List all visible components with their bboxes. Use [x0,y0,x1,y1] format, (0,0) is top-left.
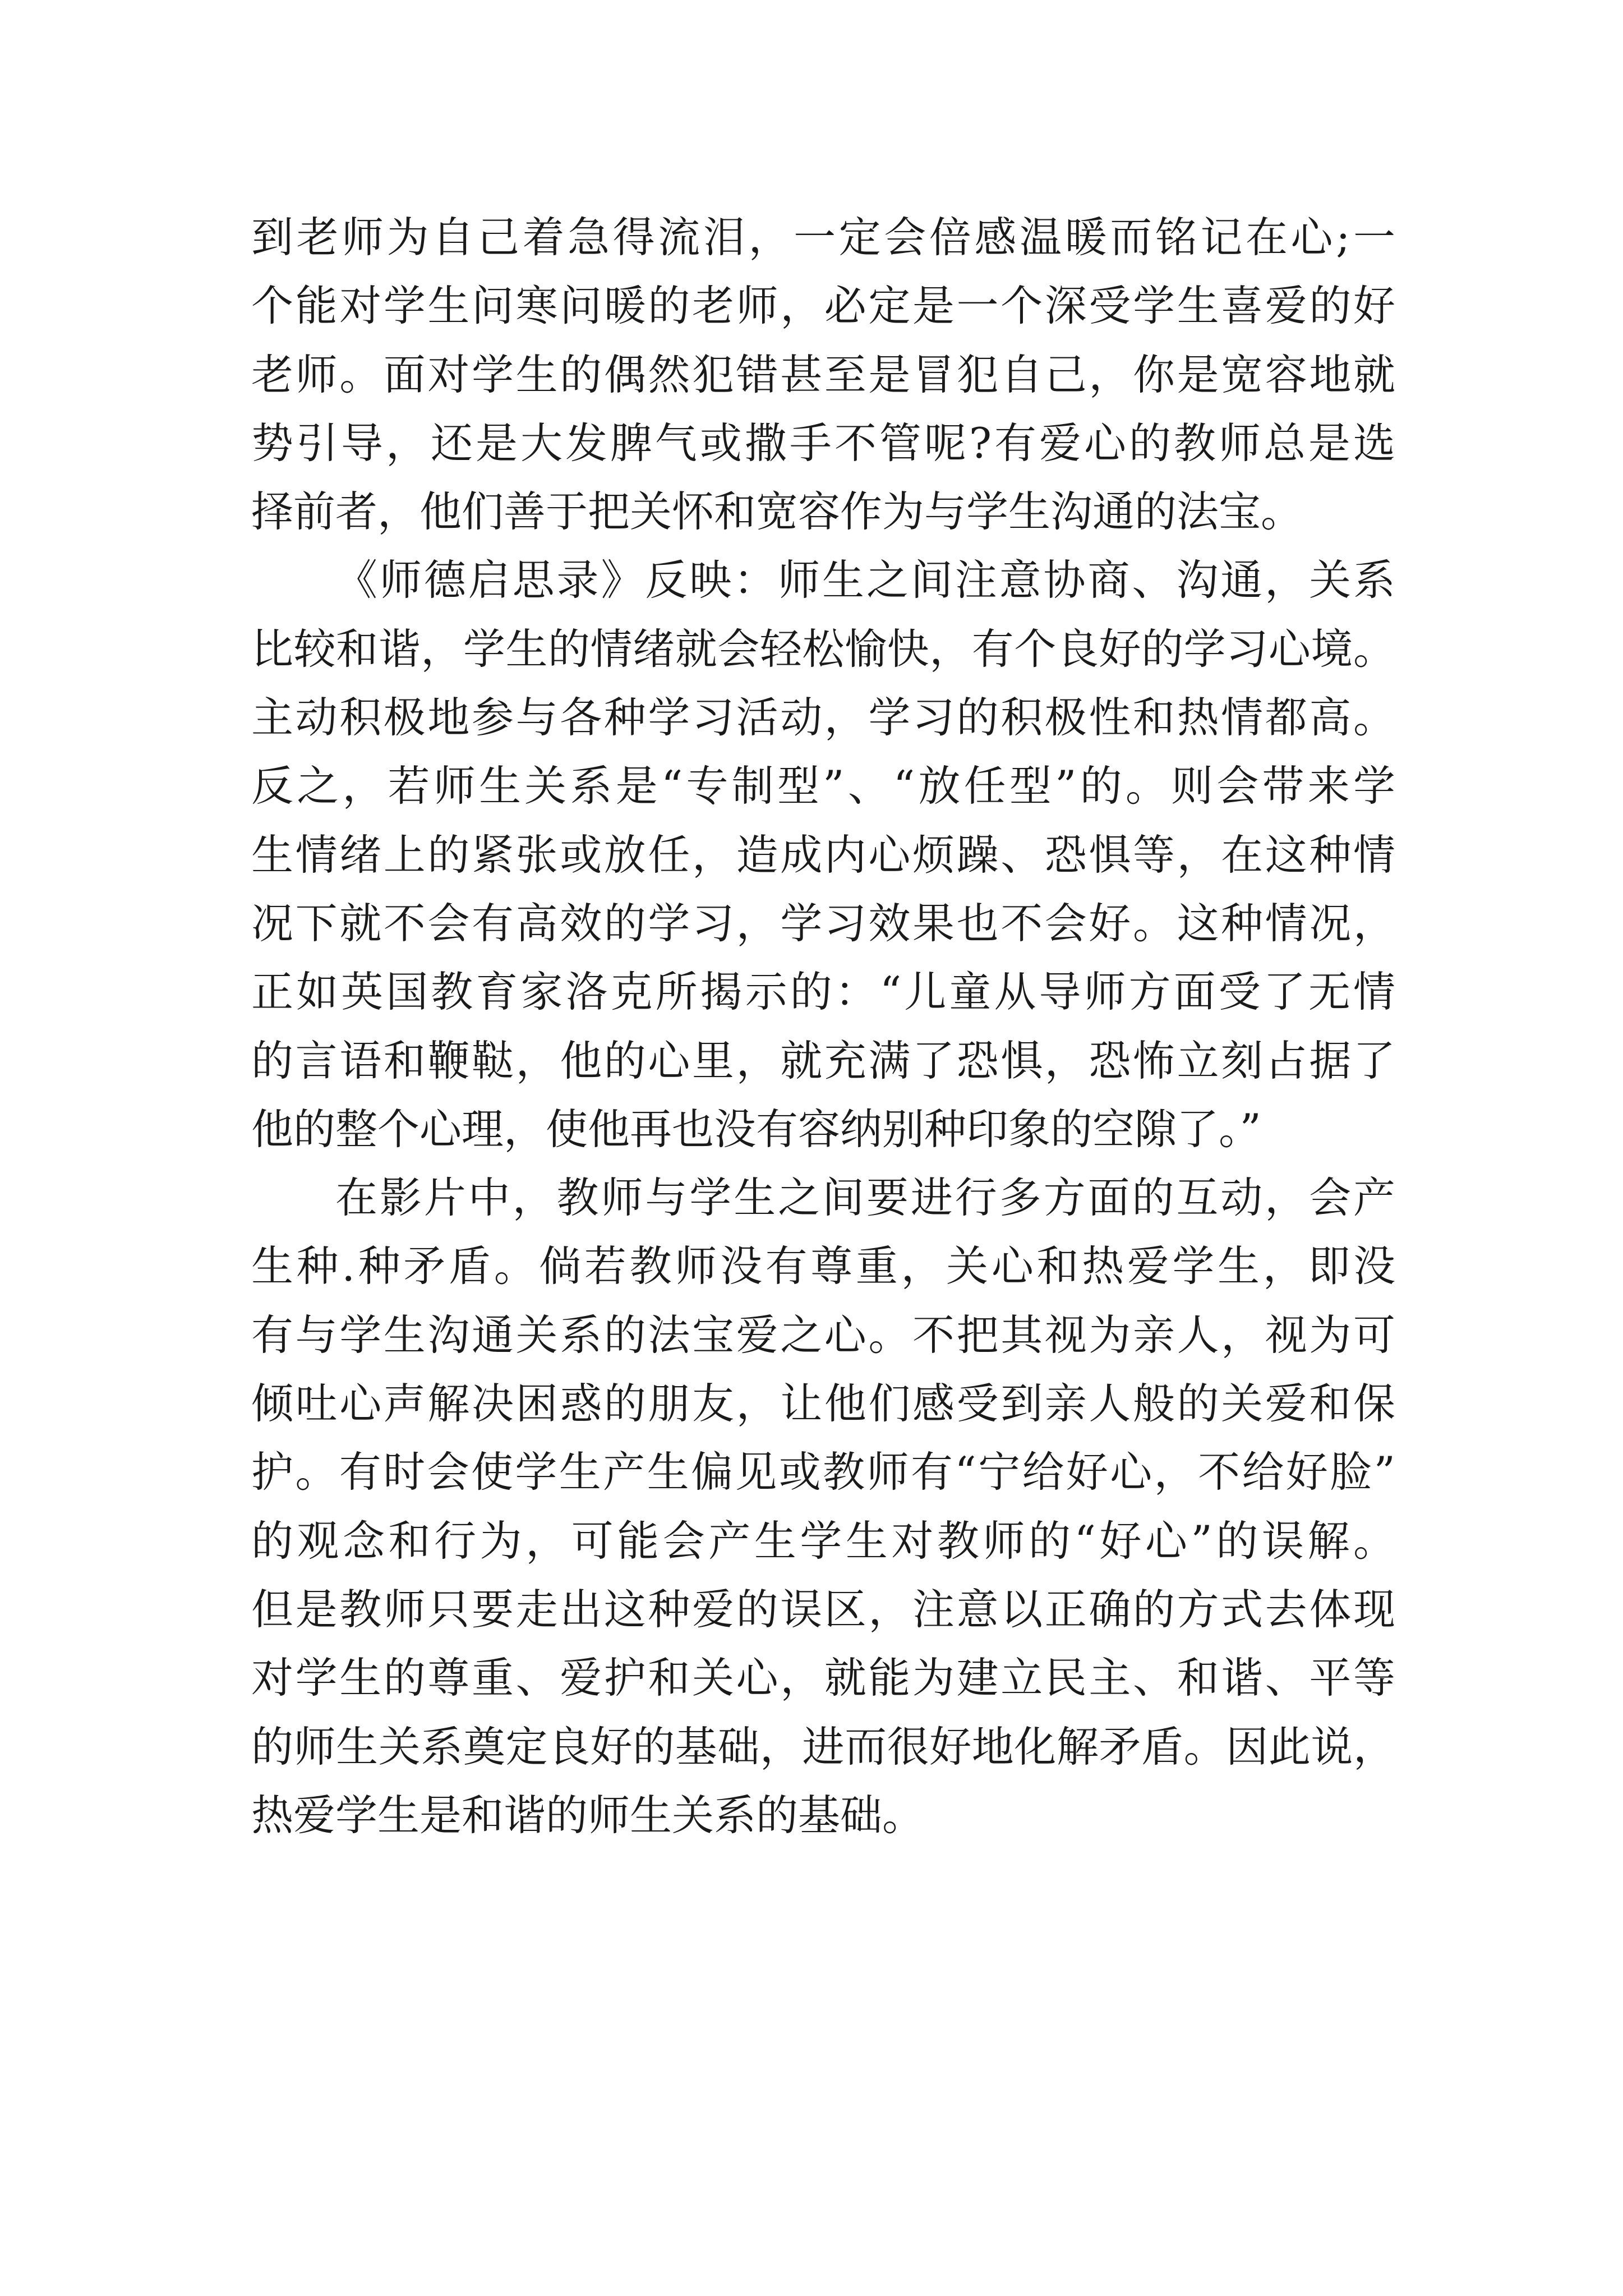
text-line: 个能对学生问寒问暖的老师，必定是一个深受学生喜爱的好 [251,281,1395,331]
text-line: 生情绪上的紧张或放任，造成内心烦躁、恐惧等，在这种情 [251,830,1395,880]
text-line: 倾吐心声解决困惑的朋友，让他们感受到亲人般的关爱和保 [251,1379,1395,1429]
text-line: 择前者，他们善于把关怀和宽容作为与学生沟通的法宝。 [251,487,1303,537]
text-line: 在影片中，教师与学生之间要进行多方面的互动，会产 [335,1173,1395,1223]
text-line: 《师德启思录》反映：师生之间注意协商、沟通，关系 [335,555,1395,605]
text-line: 他的整个心理，使他再也没有容纳别种印象的空隙了。” [251,1104,1261,1154]
text-line: 护。有时会使学生产生偏见或教师有“宁给好心，不给好脸” [251,1447,1395,1497]
text-line: 热爱学生是和谐的师生关系的基础。 [251,1790,925,1840]
text-line: 但是教师只要走出这种爱的误区，注意以正确的方式去体现 [251,1584,1395,1634]
text-line: 况下就不会有高效的学习，学习效果也不会好。这种情况， [251,898,1395,948]
text-line: 主动积极地参与各种学习活动，学习的积极性和热情都高。 [251,693,1395,743]
text-line: 有与学生沟通关系的法宝爱之心。不把其视为亲人，视为可 [251,1310,1395,1360]
text-line: 正如英国教育家洛克所揭示的：“儿童从导师方面受了无情 [251,967,1395,1017]
text-line: 势引导，还是大发脾气或撒手不管呢?有爱心的教师总是选 [251,418,1395,468]
text-line: 的观念和行为，可能会产生学生对教师的“好心”的误解。 [251,1516,1395,1566]
text-line: 反之，若师生关系是“专制型”、“放任型”的。则会带来学 [251,761,1395,811]
text-line: 的师生关系奠定良好的基础，进而很好地化解矛盾。因此说， [251,1722,1395,1772]
text-line: 老师。面对学生的偶然犯错甚至是冒犯自己，你是宽容地就 [251,349,1395,399]
text-line: 生种.种矛盾。倘若教师没有尊重，关心和热爱学生，即没 [251,1241,1395,1291]
text-line: 比较和谐，学生的情绪就会轻松愉快，有个良好的学习心境。 [251,624,1395,674]
body-text [251,203,1395,1849]
text-line: 到老师为自己着急得流泪，一定会倍感温暖而铭记在心;一 [251,213,1395,262]
text-line: 对学生的尊重、爱护和关心，就能为建立民主、和谐、平等 [251,1653,1395,1703]
text-line: 的言语和鞭鞑，他的心里，就充满了恐惧，恐怖立刻占据了 [251,1036,1395,1085]
